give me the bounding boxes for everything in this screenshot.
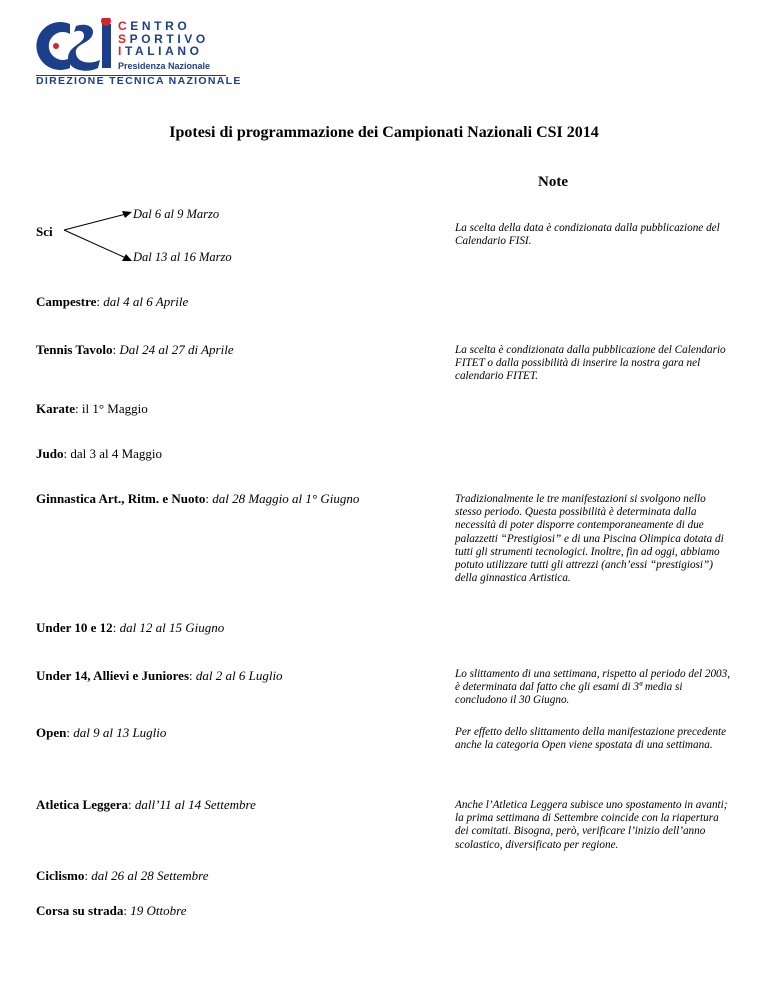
event-name: Campestre bbox=[36, 294, 97, 309]
event-row: Open: dal 9 al 13 Luglio bbox=[36, 725, 167, 740]
arrow-down-icon bbox=[122, 254, 132, 261]
logo-wordmark bbox=[118, 20, 209, 58]
event-date: dal 12 al 15 Giugno bbox=[119, 620, 225, 635]
event-date: dal 28 Maggio al 1° Giugno bbox=[212, 491, 360, 506]
event-date: dal 3 al 4 Maggio bbox=[70, 446, 163, 461]
event-name: Atletica Leggera bbox=[36, 797, 129, 812]
event-row: Tennis Tavolo: Dal 24 al 27 di Aprile bbox=[36, 342, 234, 357]
event-date: 19 Ottobre bbox=[130, 903, 187, 918]
logo-letter-s: S bbox=[118, 31, 130, 46]
event-name: Ciclismo bbox=[36, 868, 85, 883]
logo-word-centro: ENTRO bbox=[130, 19, 191, 33]
event-row: Campestre: dal 4 al 6 Aprile bbox=[36, 294, 189, 309]
notes-header: Note bbox=[538, 174, 568, 190]
event-note: La scelta è condizionata dalla pubblicazione del Calendario FITET o dalla possibilità di inserire la nostra gara nel calendario FITET. bbox=[455, 344, 726, 383]
event-date: dall’11 al 14 Settembre bbox=[134, 797, 256, 812]
logo-presidenza: Presidenza Nazionale bbox=[118, 61, 211, 71]
page-title: Ipotesi di programmazione dei Campionati Nazionali CSI 2014 bbox=[169, 124, 599, 141]
event-date: dal 4 al 6 Aprile bbox=[103, 294, 189, 309]
event-row: Atletica Leggera: dall’11 al 14 Settembre bbox=[36, 797, 256, 812]
arrow-up-icon bbox=[122, 211, 132, 218]
sci-note: La scelta della data è condizionata dalla pubblicazione del Calendario FISI. bbox=[455, 222, 720, 248]
sci-date-2: Dal 13 al 16 Marzo bbox=[133, 250, 232, 264]
sci-arrows bbox=[62, 208, 136, 264]
sci-date-1: Dal 6 al 9 Marzo bbox=[133, 207, 220, 221]
event-date: il 1° Maggio bbox=[81, 401, 148, 416]
event-row: Karate: il 1° Maggio bbox=[36, 401, 148, 416]
event-name: Open bbox=[36, 725, 67, 740]
event-row: Judo: dal 3 al 4 Maggio bbox=[36, 446, 163, 461]
event-name: Under 14, Allievi e Juniores bbox=[36, 668, 189, 683]
event-name: Corsa su strada bbox=[36, 903, 124, 918]
sci-label: Sci bbox=[36, 224, 53, 239]
event-row: Under 14, Allievi e Juniores: dal 2 al 6 Luglio bbox=[36, 668, 283, 683]
logo-letter-c: C bbox=[118, 19, 131, 33]
event-name: Judo bbox=[36, 446, 64, 461]
direzione-label: DIREZIONE TECNICA NAZIONALE bbox=[36, 75, 242, 87]
event-name: Under 10 e 12 bbox=[36, 620, 113, 635]
event-date: dal 26 al 28 Settembre bbox=[91, 868, 209, 883]
event-note: Anche l’Atletica Leggera subisce uno spostamento in avanti; la prima settimana di Settembre coincide con la riapertura dei comitati. Bisogna, però, verificare l’inizio dell’anno scolastico, diversificato per regione. bbox=[455, 799, 728, 851]
event-date: Dal 24 al 27 di Aprile bbox=[119, 342, 234, 357]
event-row: Ginnastica Art., Ritm. e Nuoto: dal 28 Maggio al 1° Giugno bbox=[36, 491, 360, 506]
logo-word-sportivo: PORTIVO bbox=[129, 31, 209, 46]
event-row: Ciclismo: dal 26 al 28 Settembre bbox=[36, 868, 209, 883]
event-name: Ginnastica Art., Ritm. e Nuoto bbox=[36, 491, 206, 506]
event-row: Corsa su strada: 19 Ottobre bbox=[36, 903, 187, 918]
logo-letter-i: I bbox=[118, 44, 125, 58]
event-name: Tennis Tavolo bbox=[36, 342, 113, 357]
csi-logo-mark bbox=[36, 18, 118, 74]
event-name: Karate bbox=[36, 401, 75, 416]
event-date: dal 2 al 6 Luglio bbox=[195, 668, 283, 683]
event-note: Per effetto dello slittamento della manifestazione precedente anche la categoria Open viene spostata di una settimana. bbox=[455, 726, 727, 752]
event-row: Under 10 e 12: dal 12 al 15 Giugno bbox=[36, 620, 225, 635]
event-date: dal 9 al 13 Luglio bbox=[73, 725, 167, 740]
event-note: Lo slittamento di una settimana, rispetto al periodo del 2003, è determinata dal fatto che gli esami di 3ª media si concludono il 30 Giugno. bbox=[455, 668, 731, 707]
event-note: Tradizionalmente le tre manifestazioni si svolgono nello stesso periodo. Questa possibilità è determinata dalla necessità di poter disporre contemporaneamente di due palazzetti “Prestigiosi” e di una Piscina Olimpica dotata di tutti gli strumenti tecnologici. Inoltre, fin ad oggi, abbiamo potuto utilizzare tutti gli attrezzi (anch’essi “prestigiosi”) della ginnastica Artistica. bbox=[455, 493, 724, 585]
logo-word-italiano: TALIANO bbox=[124, 44, 203, 58]
